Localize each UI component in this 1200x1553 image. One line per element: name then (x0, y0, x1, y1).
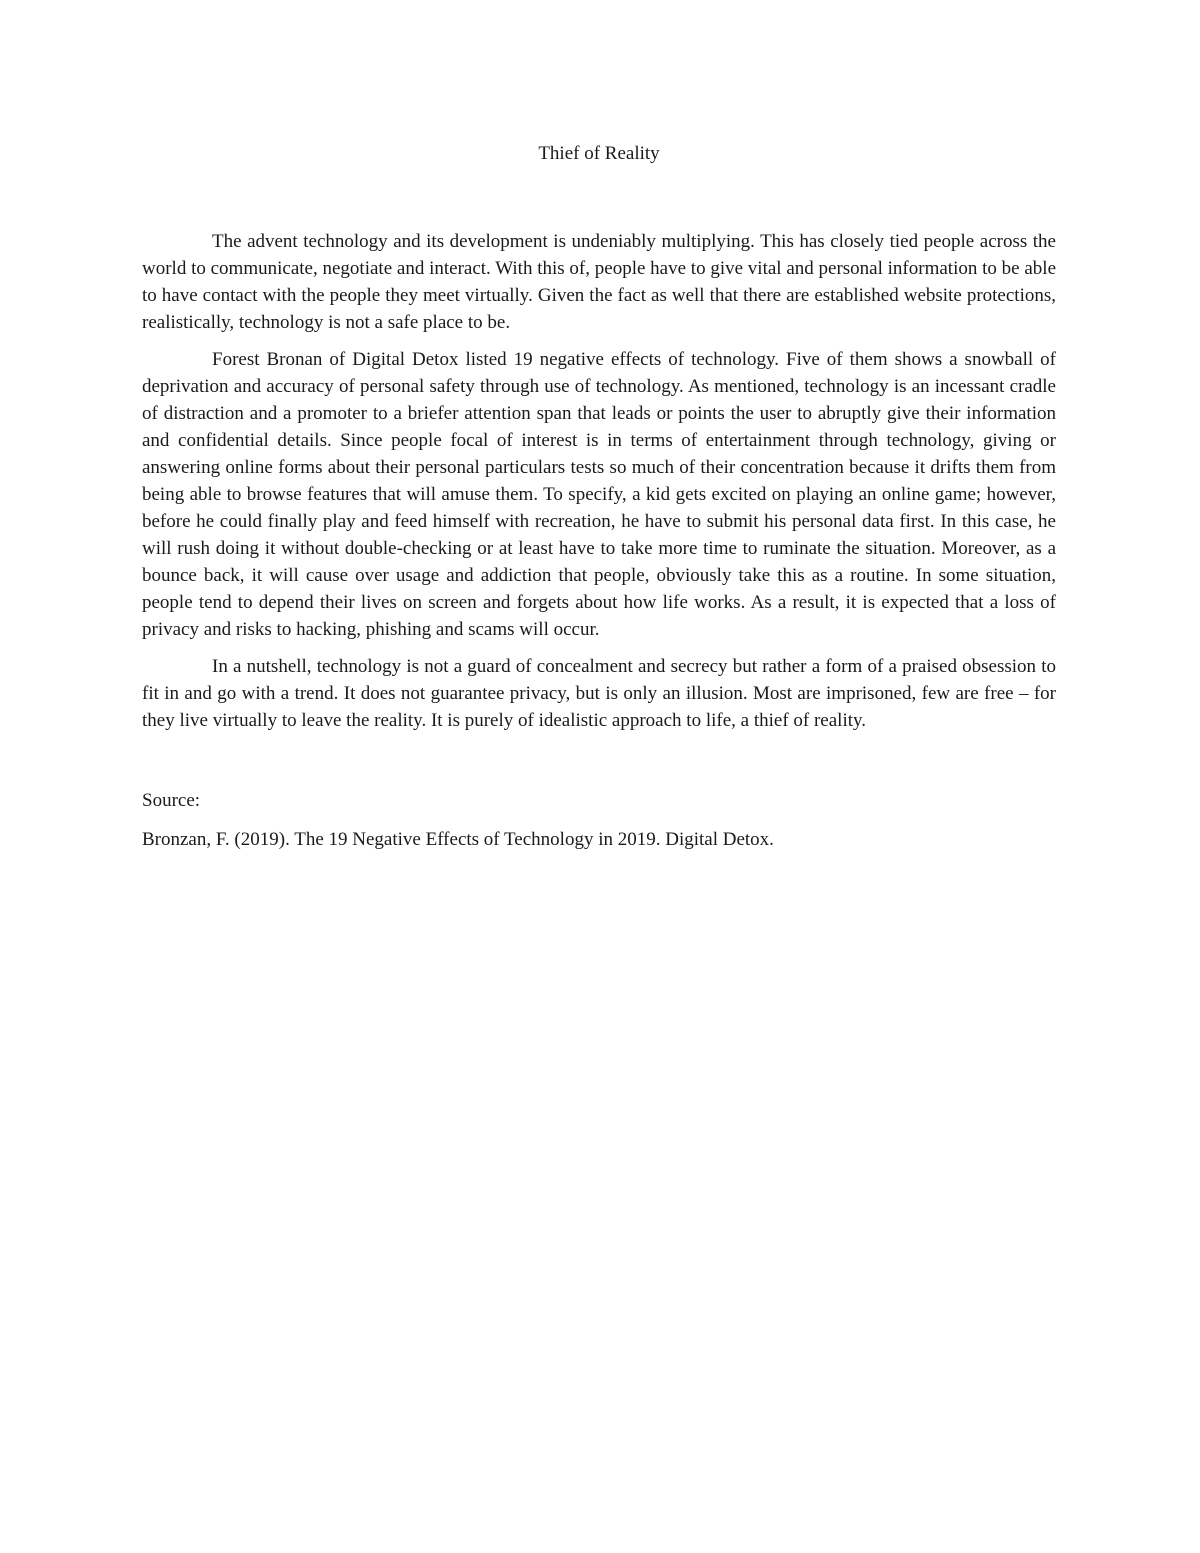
document-title: Thief of Reality (538, 143, 660, 164)
paragraph-intro: The advent technology and its development is undeniably multiplying. This has closely tied people across the world to communicate, negotiate and interact. With this of, people have to give vital and personal information to be able to have contact with the people they meet virtually. Given the fact as well that there are established website protections, realistically, technology is not a safe place to be. (142, 231, 1056, 333)
document-page (142, 140, 1056, 853)
paragraph-body: Forest Bronan of Digital Detox listed 19 negative effects of technology. Five of them shows a snowball of deprivation and accuracy of personal safety through use of technology. As mentioned, technology is an incessant cradle of distraction and a promoter to a briefer attention span that leads or points the user to abruptly give their information and confidential details. Since people focal of interest is in terms of entertainment through technology, giving or answering online forms about their personal particulars tests so much of their concentration because it drifts them from being able to browse features that will amuse them. To specify, a kid gets excited on playing an online game; however, before he could finally play and feed himself with recreation, he have to submit his personal data first. In this case, he will rush doing it without double-checking or at least have to take more time to ruminate the situation. Moreover, as a bounce back, it will cause over usage and addiction that people, obviously take this as a routine. In some situation, people tend to depend their lives on screen and forgets about how life works. As a result, it is expected that a loss of privacy and risks to hacking, phishing and scams will occur. (142, 349, 1056, 640)
source-label: Source: (142, 790, 201, 811)
reference-entry: Bronzan, F. (2019). The 19 Negative Effects of Technology in 2019. Digital Detox. (142, 829, 774, 850)
paragraph-conclusion: In a nutshell, technology is not a guard of concealment and secrecy but rather a form of a praised obsession to fit in and go with a trend. It does not guarantee privacy, but is only an illusion. Most are imprisoned, few are free – for they live virtually to leave the reality. It is purely of idealistic approach to life, a thief of reality. (142, 656, 1056, 731)
